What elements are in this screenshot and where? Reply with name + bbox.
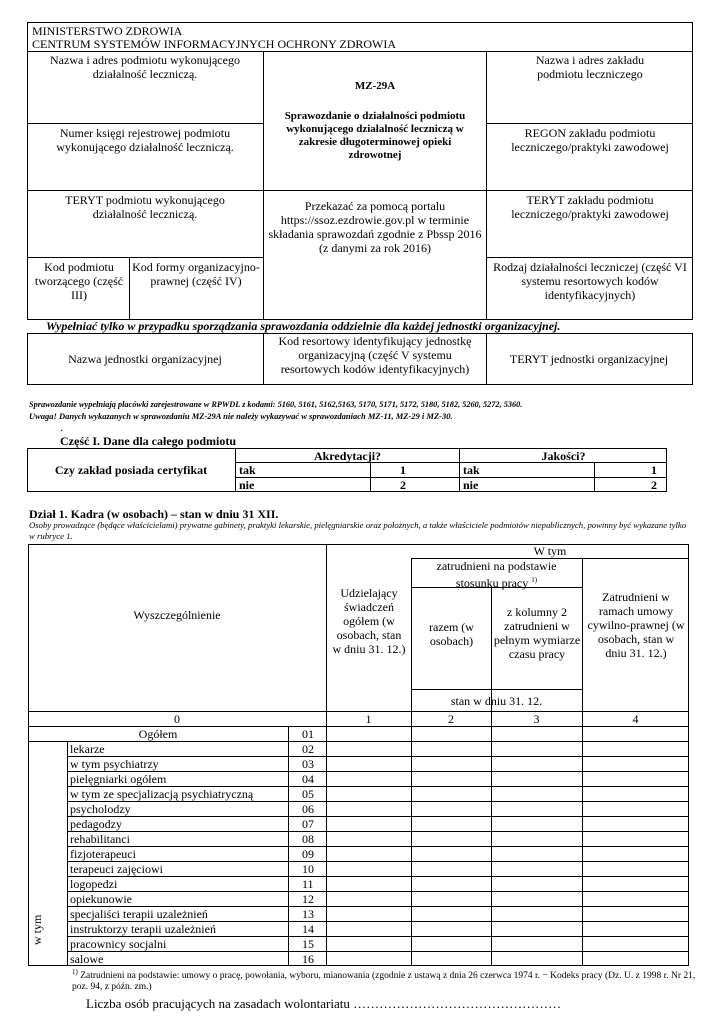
register-number-label: Numer księgi rejestrowej podmiotu wykonującego działalność leczniczą. <box>56 126 234 154</box>
row-label: opiekunowie <box>70 892 132 906</box>
quality-no-code: 2 <box>651 478 657 492</box>
creator-code-label: Kod podmiotu tworzącego (część III) <box>34 260 124 302</box>
regon-label: REGON zakładu podmiotu leczniczego/praktyki zawodowej <box>511 126 669 154</box>
row-label: logopedzi <box>70 877 118 891</box>
row-label: salowe <box>70 952 104 966</box>
state-date-header: stan w dniu 31. 12. <box>450 694 543 708</box>
col-number-1: 1 <box>365 712 372 726</box>
row-code: 03 <box>302 757 314 771</box>
total-row-label: Ogółem <box>138 727 178 741</box>
unit-name-label: Nazwa jednostki organizacyjnej <box>68 352 222 366</box>
row-label: fizjoterapeuci <box>70 847 136 861</box>
col-description-header: Wyszczególnienie <box>133 608 221 622</box>
accreditation-no: nie <box>239 478 255 492</box>
dot-mark: . <box>60 420 63 434</box>
row-code: 07 <box>302 817 314 831</box>
side-label-w-tym: w tym <box>30 914 44 945</box>
row-label: psycholodzy <box>70 802 131 816</box>
accreditation-yes-code: 1 <box>400 463 406 477</box>
row-code: 11 <box>302 877 314 891</box>
row-code: 04 <box>302 772 314 786</box>
row-code: 02 <box>302 742 314 756</box>
volunteers-line: Liczba osób pracujących na zasadach wolontariatu ………………………………………… <box>86 996 562 1011</box>
unit-teryt-label: TERYT jednostki organizacyjnej <box>509 352 669 366</box>
rpwdl-note: Sprawozdanie wypełniają placówki zarejestrowane w RPWDL z kodami: 5160, 5161, 5162,5163, 5170, 5171, 5172, 5180, 5182, 5260, 5272, 5360. <box>29 400 523 409</box>
entity-name-label: Nazwa i adres podmiotu wykonującego działalność leczniczą. <box>50 53 240 81</box>
row-label: w tym ze specjalizacją psychiatryczną <box>70 787 254 801</box>
row-code: 10 <box>302 862 314 876</box>
accreditation-no-code: 2 <box>400 478 406 492</box>
part1-title: Część I. Dane dla całego podmiotu <box>60 434 236 448</box>
warning-note: Uwaga! Danych wykazanych w sprawozdaniu MZ-29A nie należy wykazywać w sprawozdaniach MZ-11, MZ-29 i MZ-30. <box>29 411 453 421</box>
col-number-2: 2 <box>448 712 454 726</box>
row-label: pracownicy socjalni <box>70 937 167 951</box>
row-code: 12 <box>302 892 314 906</box>
w-tym-header: W tym <box>533 544 567 558</box>
row-label: w tym psychiatrzy <box>70 757 159 771</box>
employed-header: zatrudnieni na podstawie stosunku pracy $^{1)}$ <box>436 559 557 590</box>
row-code: 16 <box>302 952 314 966</box>
quality-header: Jakości? <box>541 449 586 463</box>
ministry-line1: MINISTERSTWO ZDROWIA <box>32 24 183 38</box>
activity-type-label: Rodzaj działalności leczniczej (część VI systemu resortowych kodów identyfikacyjnych) <box>493 260 687 302</box>
row-label: terapeuci zajęciowi <box>70 862 163 876</box>
row-label: pedagodzy <box>70 817 122 831</box>
row-code: 08 <box>302 832 314 846</box>
row-label: rehabilitanci <box>70 832 130 846</box>
unit-note: Wypełniać tylko w przypadku sporządzania sprawozdania oddzielnie dla każdej jednostki organizacyjnej. <box>46 319 561 333</box>
teryt-facility-label: TERYT zakładu podmiotu leczniczego/praktyki zawodowej <box>511 193 669 221</box>
accreditation-yes: tak <box>239 463 256 477</box>
quality-no: nie <box>463 478 479 492</box>
civil-header: Zatrudnieni w ramach umowy cywilno-prawnej (w osobach, stan w dniu 31. 12.) <box>587 590 685 660</box>
ministry-line2: CENTRUM SYSTEMÓW INFORMACYJNYCH OCHRONY ZDROWIA <box>32 37 397 51</box>
legal-form-code-label: Kod formy organizacyjno-prawnej (część IV) <box>132 260 260 288</box>
section1-title: Dział 1. Kadra (w osobach) – stan w dniu 31 XII. <box>29 507 279 521</box>
row-code: 15 <box>302 937 314 951</box>
form-code: MZ-29A <box>354 80 396 92</box>
row-label: specjaliści terapii uzależnień <box>70 907 208 921</box>
certificate-question: Czy zakład posiada certyfikat <box>54 463 208 477</box>
row-code: 05 <box>302 787 314 801</box>
total-row-code: 01 <box>302 727 314 741</box>
row-label: instruktorzy terapii uzależnień <box>70 922 216 936</box>
footnote: $^{1)}$ Zatrudnieni na podstawie: umowy o pracę, powołania, wyboru, mianowania (zgodnie z ustawą z dnia 26 czerwca 1974 r. − Kodeks pracy (Dz. U. z 1998 r. Nr 21, poz. 94, z późn. zm.) <box>72 968 696 993</box>
section1-subtitle: Osoby prowadzące (będące właścicielami) prywatne gabinety, praktyki lekarskie, pielęgniarskie oraz położnych, a także właściciele podmiotów niepublicznych, powinny być wykazane tylko w rubryce 1. <box>29 520 687 541</box>
col-number-3: 3 <box>533 712 540 726</box>
quality-yes-code: 1 <box>651 463 657 477</box>
row-code: 14 <box>302 922 314 936</box>
quality-yes: tak <box>463 463 480 477</box>
row-code: 13 <box>302 907 314 921</box>
row-label: lekarze <box>70 742 105 756</box>
col-total-header: Udzielający świadczeń ogółem (w osobach, stan w dniu 31. 12.) <box>332 586 406 656</box>
form-title: Sprawozdanie o działalności podmiotu wykonującego działalność leczniczą w zakresie długoterminowej opieki zdrowotnej <box>284 110 466 161</box>
fulltime-header: z kolumny 2 zatrudnieni w pełnym wymiarze czasu pracy <box>493 605 581 661</box>
facility-name-label: Nazwa i adres zakładu podmiotu leczniczego <box>535 53 645 81</box>
submit-note: Przekazać za pomocą portalu https://ssoz.ezdrowie.gov.pl w terminie składania sprawozdań zgodnie z Pbssp 2016 (z danymi za rok 2016) <box>268 199 482 255</box>
col-number-0: 0 <box>174 712 180 726</box>
row-code: 09 <box>302 847 314 861</box>
col-number-4: 4 <box>632 712 639 726</box>
razem-header: razem (w osobach) <box>429 620 474 648</box>
accreditation-header: Akredytacji? <box>313 449 382 463</box>
teryt-entity-label: TERYT podmiotu wykonującego działalność leczniczą. <box>65 193 225 221</box>
unit-code-label: Kod resortowy identyfikujący jednostkę organizacyjną (część V systemu resortowych kodów identyfikacyjnych) <box>278 334 472 376</box>
row-label: pielęgniarki ogółem <box>70 772 167 786</box>
row-code: 06 <box>302 802 314 816</box>
